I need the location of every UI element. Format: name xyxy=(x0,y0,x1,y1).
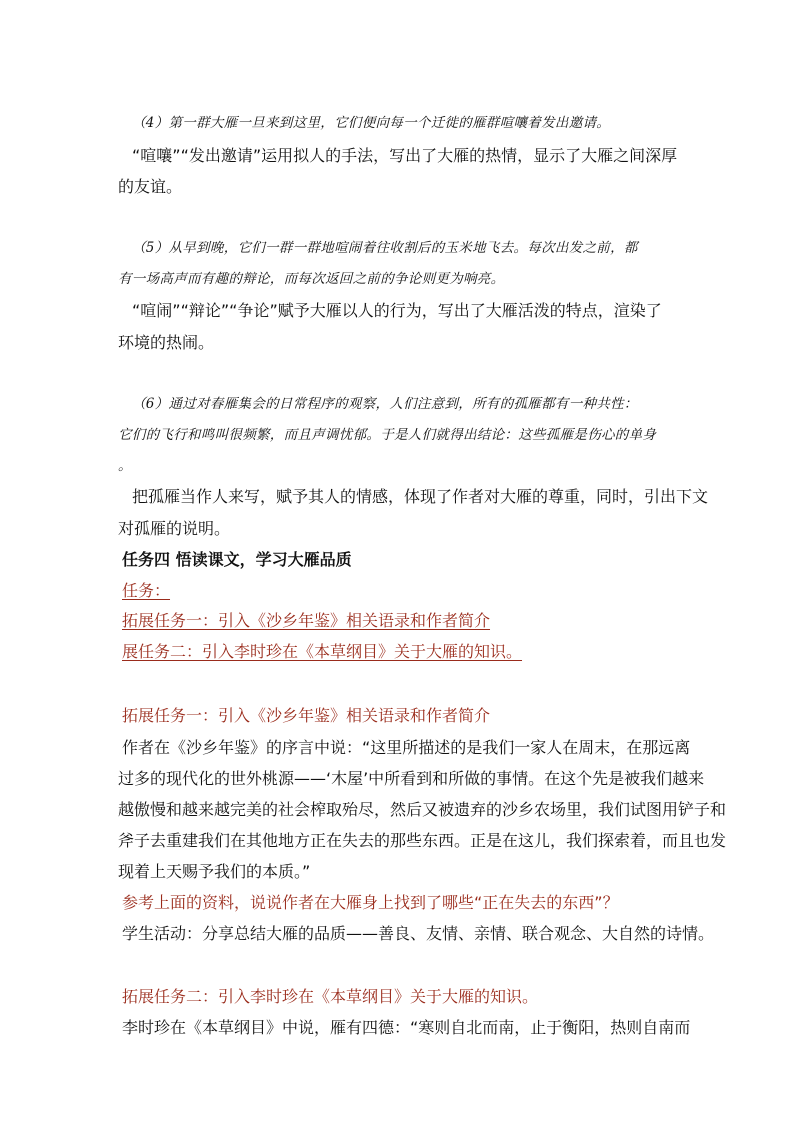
quote-6-line2: 它们的飞行和鸣叫很频繁，而且声调忧郁。于是人们就得出结论：这些孤雁是伤心的单身 xyxy=(118,427,657,443)
quote-5-line1: （5）从早到晚，它们一群一群地喧闹着往收割后的玉米地飞去。每次出发之前，都 xyxy=(132,240,638,256)
ext2-para-line1: 李时珍在《本草纲目》中说，雁有四德：“寒则自北而南，止于衡阳，热则自南而 xyxy=(122,1018,691,1037)
ext1-activity: 学生活动：分享总结大雁的品质——善良、友情、亲情、联合观念、大自然的诗情。 xyxy=(122,924,715,943)
quote-5-line2: 有一场高声而有趣的辩论，而每次返回之前的争论则更为响亮。 xyxy=(118,271,505,287)
ext1-para-line1: 作者在《沙乡年鉴》的序言中说：“这里所描述的是我们一家人在周末，在那远离 xyxy=(122,738,691,757)
analysis-6-line2: 对孤雁的说明。 xyxy=(118,519,231,538)
quote-6-line3: 。 xyxy=(118,458,132,474)
task4-item1: 拓展任务一：引入《沙乡年鉴》相关语录和作者简介 xyxy=(122,611,491,630)
ext1-para-line2: 过多的现代化的世外桃源——‘木屋’中所看到和所做的事情。在这个先是被我们越来 xyxy=(118,769,705,788)
analysis-5-line2: 环境的热闹。 xyxy=(118,333,215,352)
ext1-para-line3: 越傲慢和越来越完美的社会榨取殆尽，然后又被遗弃的沙乡农场里，我们试图用铲子和 xyxy=(118,800,727,819)
task4-item2: 展任务二：引入李时珍在《本草纲目》关于大雁的知识。 xyxy=(122,642,523,661)
analysis-5-line1: “喧闹”“辩论”“争论”赋予大雁以人的行为，写出了大雁活泼的特点，渲染了 xyxy=(132,301,662,320)
analysis-4-line1: “喧嚷”“发出邀请”运用拟人的手法，写出了大雁的热情，显示了大雁之间深厚 xyxy=(132,146,678,165)
task4-heading: 任务四 悟读课文，学习大雁品质 xyxy=(122,550,352,569)
quote-6-line1: （6）通过对春雁集会的日常程序的观察，人们注意到，所有的孤雁都有一种共性： xyxy=(132,396,638,412)
ext1-question: 参考上面的资料，说说作者在大雁身上找到了哪些“正在失去的东西”？ xyxy=(122,893,619,912)
ext1-para-line4: 斧子去重建我们在其他地方正在失去的那些东西。正是在这儿，我们探索着，而且也发 xyxy=(118,831,727,850)
analysis-6-line1: 把孤雁当作人来写，赋予其人的情感，体现了作者对大雁的尊重，同时，引出下文 xyxy=(132,487,709,506)
quote-4: （4）第一群大雁一旦来到这里，它们便向每一个迁徙的雁群喧嚷着发出邀请。 xyxy=(132,115,611,131)
ext1-para-line5: 现着上天赐予我们的本质。” xyxy=(118,862,311,881)
analysis-4-line2: 的友谊。 xyxy=(118,177,183,196)
ext2-heading: 拓展任务二：引入李时珍在《本草纲目》关于大雁的知识。 xyxy=(122,987,539,1006)
task4-label: 任务： xyxy=(122,581,171,600)
ext1-heading: 拓展任务一：引入《沙乡年鉴》相关语录和作者简介 xyxy=(122,706,491,725)
